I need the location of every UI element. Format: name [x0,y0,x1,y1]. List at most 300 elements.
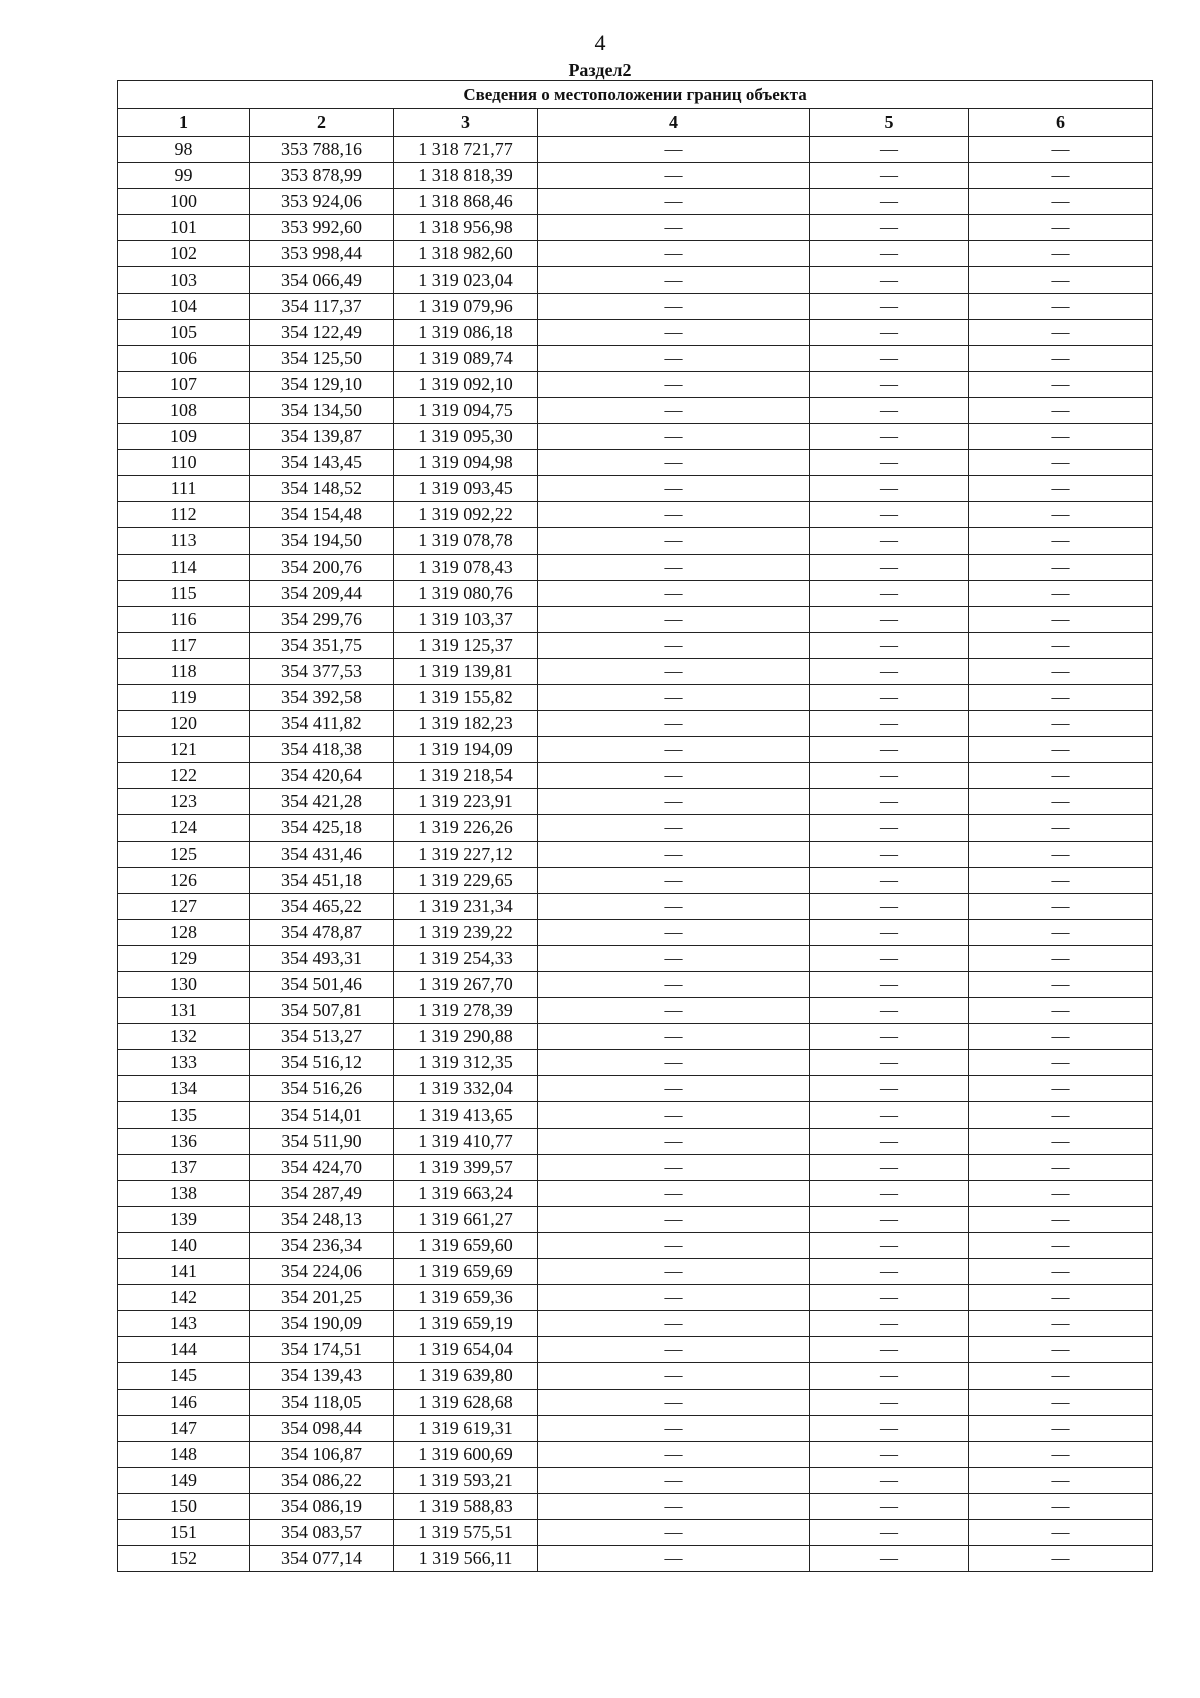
column-4-cell: — [538,215,810,241]
table-row [118,1102,1153,1128]
column-6-cell: — [969,737,1153,763]
column-6-cell: — [969,137,1153,163]
x-coordinate-cell: 354 200,76 [250,554,394,580]
column-6-cell: — [969,319,1153,345]
point-number-cell: 142 [118,1285,250,1311]
column-4-cell: — [538,1154,810,1180]
column-6-cell: — [969,1232,1153,1258]
x-coordinate-cell: 354 431,46 [250,841,394,867]
y-coordinate-cell: 1 319 093,45 [394,476,538,502]
x-coordinate-cell: 354 377,53 [250,658,394,684]
column-4-cell: — [538,424,810,450]
column-5-cell: — [810,711,969,737]
column-6-cell: — [969,1311,1153,1337]
x-coordinate-cell: 354 190,09 [250,1311,394,1337]
column-4-cell: — [538,319,810,345]
x-coordinate-cell: 354 125,50 [250,345,394,371]
column-4-cell: — [538,554,810,580]
column-4-cell: — [538,1519,810,1545]
table-row [118,1285,1153,1311]
table-caption-row [118,81,1153,109]
column-header-4: 4 [538,109,810,137]
table-row [118,528,1153,554]
column-5-cell: — [810,815,969,841]
column-4-cell: — [538,1259,810,1285]
column-4-cell: — [538,1389,810,1415]
column-4-cell: — [538,189,810,215]
table-row [118,1389,1153,1415]
column-4-cell: — [538,1415,810,1441]
column-6-cell: — [969,1128,1153,1154]
x-coordinate-cell: 354 106,87 [250,1441,394,1467]
table-row [118,867,1153,893]
column-6-cell: — [969,371,1153,397]
point-number-cell: 123 [118,789,250,815]
column-5-cell: — [810,1285,969,1311]
column-4-cell: — [538,945,810,971]
column-4-cell: — [538,684,810,710]
y-coordinate-cell: 1 319 103,37 [394,606,538,632]
table-row [118,1050,1153,1076]
x-coordinate-cell: 354 501,46 [250,972,394,998]
column-4-cell: — [538,1337,810,1363]
table-row [118,137,1153,163]
column-5-cell: — [810,424,969,450]
column-6-cell: — [969,450,1153,476]
y-coordinate-cell: 1 319 593,21 [394,1467,538,1493]
column-5-cell: — [810,189,969,215]
table-row [118,215,1153,241]
column-6-cell: — [969,1467,1153,1493]
column-4-cell: — [538,163,810,189]
y-coordinate-cell: 1 319 125,37 [394,632,538,658]
column-5-cell: — [810,606,969,632]
table-row [118,189,1153,215]
column-5-cell: — [810,1102,969,1128]
point-number-cell: 141 [118,1259,250,1285]
column-5-cell: — [810,737,969,763]
point-number-cell: 144 [118,1337,250,1363]
table-row [118,606,1153,632]
column-5-cell: — [810,1076,969,1102]
table-row [118,737,1153,763]
table-header-row [118,109,1153,137]
column-5-cell: — [810,371,969,397]
y-coordinate-cell: 1 319 254,33 [394,945,538,971]
x-coordinate-cell: 354 248,13 [250,1206,394,1232]
x-coordinate-cell: 354 224,06 [250,1259,394,1285]
point-number-cell: 132 [118,1024,250,1050]
column-5-cell: — [810,397,969,423]
column-6-cell: — [969,632,1153,658]
table-row [118,241,1153,267]
point-number-cell: 116 [118,606,250,632]
x-coordinate-cell: 354 129,10 [250,371,394,397]
column-5-cell: — [810,1259,969,1285]
column-5-cell: — [810,476,969,502]
point-number-cell: 124 [118,815,250,841]
column-6-cell: — [969,528,1153,554]
column-4-cell: — [538,1102,810,1128]
point-number-cell: 135 [118,1102,250,1128]
column-header-6: 6 [969,109,1153,137]
point-number-cell: 143 [118,1311,250,1337]
column-5-cell: — [810,1311,969,1337]
y-coordinate-cell: 1 319 229,65 [394,867,538,893]
column-4-cell: — [538,580,810,606]
y-coordinate-cell: 1 319 095,30 [394,424,538,450]
column-6-cell: — [969,241,1153,267]
column-header-3: 3 [394,109,538,137]
x-coordinate-cell: 354 143,45 [250,450,394,476]
table-row [118,319,1153,345]
column-4-cell: — [538,1493,810,1519]
table-row [118,711,1153,737]
point-number-cell: 152 [118,1546,250,1572]
column-4-cell: — [538,1546,810,1572]
column-6-cell: — [969,972,1153,998]
x-coordinate-cell: 354 420,64 [250,763,394,789]
table-caption: Сведения о местоположении границ объекта [118,81,1153,109]
y-coordinate-cell: 1 319 078,43 [394,554,538,580]
column-5-cell: — [810,450,969,476]
y-coordinate-cell: 1 319 413,65 [394,1102,538,1128]
y-coordinate-cell: 1 319 094,75 [394,397,538,423]
x-coordinate-cell: 354 134,50 [250,397,394,423]
x-coordinate-cell: 354 424,70 [250,1154,394,1180]
page-number: 4 [594,30,606,55]
column-5-cell: — [810,1180,969,1206]
point-number-cell: 151 [118,1519,250,1545]
y-coordinate-cell: 1 319 290,88 [394,1024,538,1050]
table-row [118,371,1153,397]
column-6-cell: — [969,1337,1153,1363]
point-number-cell: 122 [118,763,250,789]
point-number-cell: 121 [118,737,250,763]
column-6-cell: — [969,502,1153,528]
x-coordinate-cell: 354 139,43 [250,1363,394,1389]
x-coordinate-cell: 354 392,58 [250,684,394,710]
column-4-cell: — [538,450,810,476]
column-6-cell: — [969,1024,1153,1050]
column-4-cell: — [538,1024,810,1050]
column-6-cell: — [969,711,1153,737]
column-6-cell: — [969,998,1153,1024]
column-5-cell: — [810,1493,969,1519]
column-4-cell: — [538,1206,810,1232]
point-number-cell: 98 [118,137,250,163]
y-coordinate-cell: 1 319 086,18 [394,319,538,345]
point-number-cell: 107 [118,371,250,397]
column-4-cell: — [538,919,810,945]
column-6-cell: — [969,1363,1153,1389]
y-coordinate-cell: 1 319 089,74 [394,345,538,371]
column-4-cell: — [538,371,810,397]
column-6-cell: — [969,163,1153,189]
x-coordinate-cell: 354 513,27 [250,1024,394,1050]
y-coordinate-cell: 1 319 182,23 [394,711,538,737]
column-4-cell: — [538,241,810,267]
y-coordinate-cell: 1 319 654,04 [394,1337,538,1363]
column-5-cell: — [810,502,969,528]
y-coordinate-cell: 1 319 619,31 [394,1415,538,1441]
table-row [118,815,1153,841]
table-row [118,476,1153,502]
column-4-cell: — [538,1441,810,1467]
point-number-cell: 126 [118,867,250,893]
column-6-cell: — [969,1519,1153,1545]
y-coordinate-cell: 1 319 218,54 [394,763,538,789]
table-row [118,972,1153,998]
column-header-1: 1 [118,109,250,137]
column-6-cell: — [969,867,1153,893]
table-row [118,1415,1153,1441]
column-6-cell: — [969,893,1153,919]
x-coordinate-cell: 354 122,49 [250,319,394,345]
point-number-cell: 147 [118,1415,250,1441]
point-number-cell: 136 [118,1128,250,1154]
x-coordinate-cell: 353 788,16 [250,137,394,163]
y-coordinate-cell: 1 319 661,27 [394,1206,538,1232]
table-row [118,580,1153,606]
table-row [118,632,1153,658]
point-number-cell: 150 [118,1493,250,1519]
column-5-cell: — [810,1467,969,1493]
point-number-cell: 146 [118,1389,250,1415]
column-5-cell: — [810,1024,969,1050]
point-number-cell: 114 [118,554,250,580]
table-row [118,1441,1153,1467]
point-number-cell: 125 [118,841,250,867]
y-coordinate-cell: 1 319 155,82 [394,684,538,710]
table-row [118,1363,1153,1389]
column-4-cell: — [538,528,810,554]
column-4-cell: — [538,606,810,632]
y-coordinate-cell: 1 319 659,60 [394,1232,538,1258]
column-4-cell: — [538,1232,810,1258]
column-header-2: 2 [250,109,394,137]
column-4-cell: — [538,972,810,998]
x-coordinate-cell: 354 507,81 [250,998,394,1024]
x-coordinate-cell: 354 209,44 [250,580,394,606]
table-row [118,1128,1153,1154]
y-coordinate-cell: 1 318 868,46 [394,189,538,215]
column-4-cell: — [538,1180,810,1206]
y-coordinate-cell: 1 319 659,69 [394,1259,538,1285]
y-coordinate-cell: 1 319 628,68 [394,1389,538,1415]
x-coordinate-cell: 354 139,87 [250,424,394,450]
table-row [118,919,1153,945]
y-coordinate-cell: 1 319 588,83 [394,1493,538,1519]
column-5-cell: — [810,998,969,1024]
x-coordinate-cell: 354 083,57 [250,1519,394,1545]
x-coordinate-cell: 353 924,06 [250,189,394,215]
column-5-cell: — [810,319,969,345]
x-coordinate-cell: 354 077,14 [250,1546,394,1572]
x-coordinate-cell: 354 148,52 [250,476,394,502]
column-5-cell: — [810,1206,969,1232]
column-5-cell: — [810,580,969,606]
table-row [118,1467,1153,1493]
table-row [118,397,1153,423]
column-4-cell: — [538,711,810,737]
column-6-cell: — [969,397,1153,423]
column-4-cell: — [538,293,810,319]
y-coordinate-cell: 1 318 982,60 [394,241,538,267]
column-4-cell: — [538,789,810,815]
point-number-cell: 112 [118,502,250,528]
y-coordinate-cell: 1 319 080,76 [394,580,538,606]
point-number-cell: 100 [118,189,250,215]
column-6-cell: — [969,763,1153,789]
column-4-cell: — [538,1128,810,1154]
column-5-cell: — [810,841,969,867]
column-6-cell: — [969,1102,1153,1128]
point-number-cell: 104 [118,293,250,319]
column-4-cell: — [538,1467,810,1493]
x-coordinate-cell: 354 201,25 [250,1285,394,1311]
y-coordinate-cell: 1 318 721,77 [394,137,538,163]
point-number-cell: 128 [118,919,250,945]
column-6-cell: — [969,1493,1153,1519]
point-number-cell: 140 [118,1232,250,1258]
column-6-cell: — [969,1154,1153,1180]
y-coordinate-cell: 1 319 227,12 [394,841,538,867]
column-4-cell: — [538,1076,810,1102]
table-row [118,1232,1153,1258]
y-coordinate-cell: 1 319 659,19 [394,1311,538,1337]
column-6-cell: — [969,267,1153,293]
point-number-cell: 111 [118,476,250,502]
column-6-cell: — [969,1259,1153,1285]
column-6-cell: — [969,215,1153,241]
column-6-cell: — [969,1415,1153,1441]
x-coordinate-cell: 354 516,12 [250,1050,394,1076]
column-5-cell: — [810,215,969,241]
column-5-cell: — [810,137,969,163]
x-coordinate-cell: 354 118,05 [250,1389,394,1415]
x-coordinate-cell: 354 418,38 [250,737,394,763]
column-4-cell: — [538,632,810,658]
point-number-cell: 138 [118,1180,250,1206]
column-5-cell: — [810,867,969,893]
x-coordinate-cell: 354 066,49 [250,267,394,293]
column-6-cell: — [969,293,1153,319]
point-number-cell: 148 [118,1441,250,1467]
point-number-cell: 109 [118,424,250,450]
y-coordinate-cell: 1 319 094,98 [394,450,538,476]
column-5-cell: — [810,528,969,554]
column-5-cell: — [810,1128,969,1154]
column-5-cell: — [810,554,969,580]
point-number-cell: 149 [118,1467,250,1493]
column-6-cell: — [969,476,1153,502]
x-coordinate-cell: 353 998,44 [250,241,394,267]
x-coordinate-cell: 354 514,01 [250,1102,394,1128]
y-coordinate-cell: 1 319 399,57 [394,1154,538,1180]
x-coordinate-cell: 354 451,18 [250,867,394,893]
table-row [118,1546,1153,1572]
point-number-cell: 103 [118,267,250,293]
column-4-cell: — [538,658,810,684]
point-number-cell: 108 [118,397,250,423]
point-number-cell: 99 [118,163,250,189]
column-6-cell: — [969,841,1153,867]
column-5-cell: — [810,763,969,789]
point-number-cell: 113 [118,528,250,554]
column-5-cell: — [810,1546,969,1572]
column-6-cell: — [969,1206,1153,1232]
x-coordinate-cell: 354 086,19 [250,1493,394,1519]
column-4-cell: — [538,841,810,867]
table-row [118,841,1153,867]
point-number-cell: 118 [118,658,250,684]
y-coordinate-cell: 1 319 194,09 [394,737,538,763]
column-6-cell: — [969,1076,1153,1102]
y-coordinate-cell: 1 319 659,36 [394,1285,538,1311]
x-coordinate-cell: 354 511,90 [250,1128,394,1154]
point-number-cell: 145 [118,1363,250,1389]
x-coordinate-cell: 354 478,87 [250,919,394,945]
column-5-cell: — [810,789,969,815]
column-6-cell: — [969,945,1153,971]
column-5-cell: — [810,658,969,684]
point-number-cell: 102 [118,241,250,267]
column-5-cell: — [810,1337,969,1363]
y-coordinate-cell: 1 319 023,04 [394,267,538,293]
column-5-cell: — [810,632,969,658]
column-6-cell: — [969,919,1153,945]
column-5-cell: — [810,267,969,293]
column-6-cell: — [969,189,1153,215]
column-6-cell: — [969,1441,1153,1467]
point-number-cell: 127 [118,893,250,919]
y-coordinate-cell: 1 318 956,98 [394,215,538,241]
table-row [118,293,1153,319]
y-coordinate-cell: 1 319 410,77 [394,1128,538,1154]
column-5-cell: — [810,893,969,919]
column-6-cell: — [969,606,1153,632]
column-4-cell: — [538,1285,810,1311]
column-5-cell: — [810,919,969,945]
table-row [118,1337,1153,1363]
table-row [118,345,1153,371]
boundary-coordinates-table [117,80,1153,1572]
column-4-cell: — [538,815,810,841]
x-coordinate-cell: 354 493,31 [250,945,394,971]
x-coordinate-cell: 354 425,18 [250,815,394,841]
column-6-cell: — [969,1180,1153,1206]
point-number-cell: 130 [118,972,250,998]
column-5-cell: — [810,972,969,998]
column-4-cell: — [538,137,810,163]
y-coordinate-cell: 1 319 226,26 [394,815,538,841]
column-6-cell: — [969,1389,1153,1415]
column-6-cell: — [969,554,1153,580]
column-4-cell: — [538,867,810,893]
column-6-cell: — [969,815,1153,841]
point-number-cell: 137 [118,1154,250,1180]
column-6-cell: — [969,684,1153,710]
table-row [118,450,1153,476]
column-header-5: 5 [810,109,969,137]
column-5-cell: — [810,1415,969,1441]
y-coordinate-cell: 1 319 092,22 [394,502,538,528]
column-5-cell: — [810,1050,969,1076]
column-4-cell: — [538,763,810,789]
y-coordinate-cell: 1 319 079,96 [394,293,538,319]
y-coordinate-cell: 1 319 278,39 [394,998,538,1024]
